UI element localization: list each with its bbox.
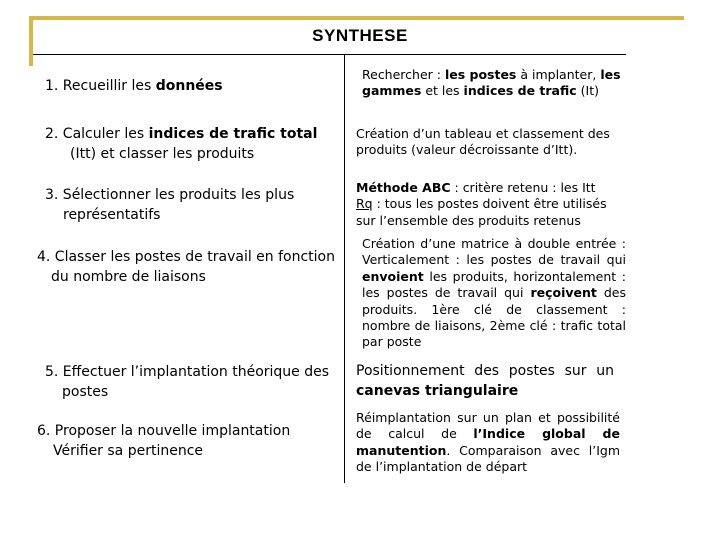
step-5-description: Positionnement des postes sur un canevas triangulaire — [356, 363, 614, 399]
step-6-description: Réimplantation sur un plan et possibilité de calcul de l’Indice global de manutention. Comparaison avec l’Igm de l’implantation de départ — [356, 410, 620, 475]
step-1-label: 1. Recueillir les données — [45, 78, 223, 94]
step-5-label: 5. Effectuer l’implantation théorique des postes — [45, 364, 330, 400]
step-2-description: Création d’un tableau et classement des produits (valeur décroissante d’Itt). — [356, 126, 610, 158]
step-2-label: 2. Calculer les indices de trafic total (Itt) et classer les produits — [45, 126, 318, 162]
step-1-description: Rechercher : les postes à implanter, les gammes et les indices de trafic (It) — [362, 67, 621, 99]
step-4-label: 4. Classer les postes de travail en fonction du nombre de liaisons — [37, 249, 335, 285]
page-title: SYNTHESE — [312, 26, 408, 45]
title-underline — [33, 54, 626, 55]
step-4-description: Création d’une matrice à double entrée : Verticalement : les postes de travail qui envoient les produits, horizontalement : les postes de travail qui reçoivent des produits. 1ère clé de classement : nombre de liaisons, 2ème clé : trafic total par poste — [362, 236, 626, 350]
step-3-description: Méthode ABC : critère retenu : les Itt Rq : tous les postes doivent être utilisés sur l’ensemble des produits retenus — [356, 180, 607, 228]
step-6-label: 6. Proposer la nouvelle implantation Vérifier sa pertinence — [37, 423, 291, 459]
decorative-horizontal-bar — [29, 16, 684, 20]
step-3-label: 3. Sélectionner les produits les plus représentatifs — [45, 187, 295, 223]
